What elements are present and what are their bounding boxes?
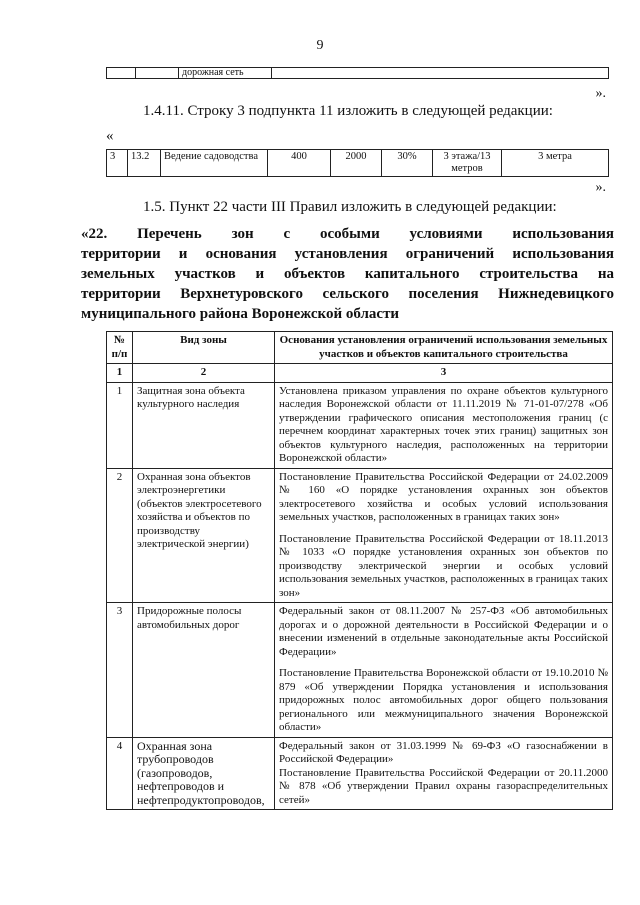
table-cell: 30% <box>382 150 433 177</box>
paragraph-1-4-11: 1.4.11. Строку 3 подпункта 11 изложить в следующей редакции: <box>143 103 553 119</box>
table-cell: 2000 <box>331 150 382 177</box>
basis-paragraph: Постановление Правительства Российской Федерации от 24.02.2009 № 160 «О порядке установления охранных зон объектов электросетевого хозяйства и особых условий использования земельных участков, расположенных в границах таких зон» <box>279 470 608 523</box>
replacement-row-table <box>106 149 609 177</box>
title-line: территории и основания установления ограничений использования <box>81 246 614 262</box>
column-number: 3 <box>275 364 613 383</box>
column-number: 1 <box>107 364 133 383</box>
title-line: муниципального района Воронежской области <box>81 306 400 322</box>
top-table-fragment <box>106 67 609 79</box>
basis-paragraph: Постановление Правительства Российской Федерации от 20.11.2000 № 878 «Об утверждении Правил охраны газораспределительных сетей» <box>279 766 608 806</box>
row-number: 1 <box>107 382 133 468</box>
table-cell <box>107 68 136 79</box>
basis-paragraph: Федеральный закон от 08.11.2007 № 257-ФЗ «Об автомобильных дорогах и о дорожной деятельности в Российской Федерации и о внесении изменений в отдельные законодательные акты Российской Федерации» <box>279 605 608 658</box>
table-cell: 400 <box>268 150 331 177</box>
paragraph-1-5: 1.5. Пункт 22 части III Правил изложить в следующей редакции: <box>143 199 557 215</box>
zone-type: Придорожные полосы автомобильных дорог <box>133 603 275 738</box>
table-row <box>107 468 613 603</box>
table-cell: 3 этажа/13 метров <box>433 150 502 177</box>
title-line: территории Верхнетуровского сельского поселения Нижнедевицкого <box>81 286 614 302</box>
zone-type: Охранная зона трубопроводов (газопроводов, нефтепроводов и нефтепродуктопроводов, <box>133 737 275 810</box>
zone-type: Защитная зона объекта культурного наследия <box>133 382 275 468</box>
closing-quote: ». <box>595 180 606 195</box>
opening-quote: « <box>106 128 114 144</box>
row-number: 2 <box>107 468 133 603</box>
column-header-number: № п/п <box>107 332 133 364</box>
basis-paragraph: Постановление Правительства Воронежской области от 19.10.2010 № 879 «Об утверждении Порядка установления и использования придорожных полос автомобильных дорог общего пользования регионального или межмуниципального значения Воронежской области» <box>279 667 608 733</box>
zones-table <box>106 331 613 810</box>
basis-paragraph: Постановление Правительства Российской Федерации от 18.11.2013 № 1033 «О порядке установления охранных зон объектов по производству электрической энергии и особых условий использования земельных участков, расположенных в границах таких зон» <box>279 532 608 599</box>
page-number: 9 <box>316 38 324 53</box>
zone-type: Охранная зона объектов электроэнергетики (объектов электросетевого хозяйства и объектов по производству электрической энергии) <box>133 468 275 603</box>
table-row <box>107 603 613 738</box>
column-number-row <box>107 364 613 383</box>
table-cell: 3 метра <box>502 150 609 177</box>
table-cell: дорожная сеть <box>179 68 272 79</box>
zone-basis <box>275 382 613 468</box>
table-row <box>107 737 613 810</box>
row-number: 4 <box>107 737 133 810</box>
column-header-zone: Вид зоны <box>133 332 275 364</box>
table-cell <box>272 68 609 79</box>
table-cell <box>136 68 179 79</box>
column-header-basis: Основания установления ограничений использования земельных участков и объектов капитального строительства <box>275 332 613 364</box>
table-row <box>107 68 609 79</box>
table-header-row <box>107 332 613 364</box>
section-title <box>81 224 614 324</box>
table-cell: 13.2 <box>128 150 161 177</box>
title-line: земельных участков и объектов капитального строительства на <box>81 266 614 282</box>
table-row <box>107 150 609 177</box>
zone-basis <box>275 737 613 810</box>
column-number: 2 <box>133 364 275 383</box>
basis-paragraph: Установлена приказом управления по охране объектов культурного наследия Воронежской области от 11.11.2019 № 71-01-07/278 «Об утверждении графического описания местоположения границ (с перечнем координат характерных точек этих границ) защитных зон объектов культурного наследия, расположенных на территории Воронежской области» <box>279 384 608 464</box>
table-cell: 3 <box>107 150 128 177</box>
closing-quote: ». <box>595 86 606 101</box>
zone-basis <box>275 603 613 738</box>
title-line: «22. Перечень зон с особыми условиями использования <box>81 226 614 242</box>
row-number: 3 <box>107 603 133 738</box>
table-row <box>107 382 613 468</box>
zone-basis <box>275 468 613 603</box>
basis-paragraph: Федеральный закон от 31.03.1999 № 69-ФЗ «О газоснабжении в Российской Федерации» <box>279 739 608 765</box>
table-cell: Ведение садоводства <box>161 150 268 177</box>
